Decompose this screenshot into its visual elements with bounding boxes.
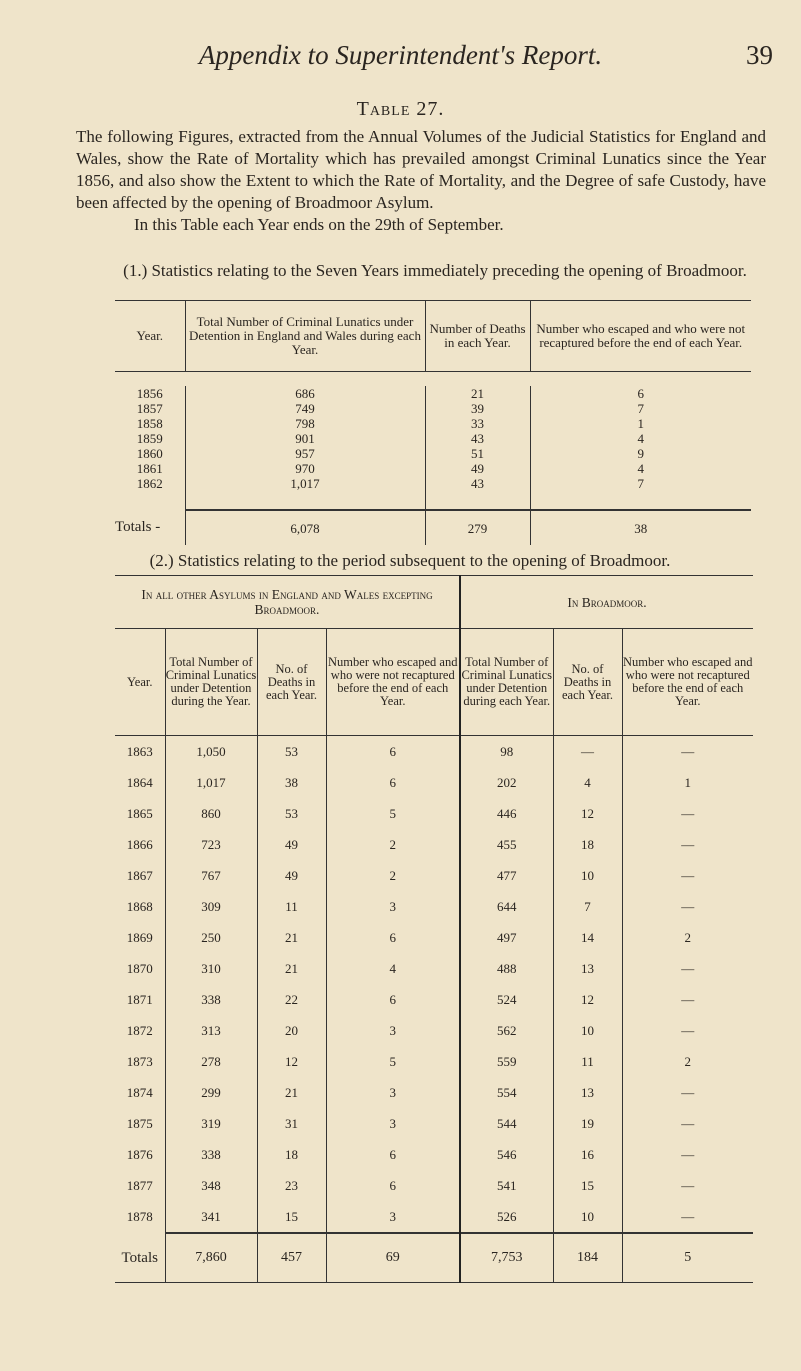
table-row: [115, 767, 753, 798]
header-broadmoor-escaped: Number who escaped and who were not recaptured before the end of each Year.: [622, 629, 753, 736]
cell: 1873: [126, 1053, 153, 1069]
cell: 749: [185, 401, 425, 416]
cell: 7: [530, 476, 751, 491]
cell: 12: [257, 1046, 326, 1077]
cell: 13: [553, 953, 622, 984]
totals-label: Totals: [121, 1249, 158, 1266]
cell: 15: [257, 1201, 326, 1233]
cell: 1: [622, 767, 753, 798]
cell: 4: [530, 431, 751, 446]
cell: 6: [326, 1139, 460, 1170]
cell: 309: [165, 891, 257, 922]
cell: 2: [622, 922, 753, 953]
cell: 1,017: [165, 767, 257, 798]
cell: 1869: [126, 929, 153, 945]
cell: 970: [185, 461, 425, 476]
cell: 22: [257, 984, 326, 1015]
table-row: [115, 829, 753, 860]
cell: 3: [326, 1077, 460, 1108]
cell: 10: [553, 860, 622, 891]
cell: —: [622, 891, 753, 922]
cell: 12: [553, 984, 622, 1015]
cell: 7: [553, 891, 622, 922]
cell: —: [622, 953, 753, 984]
table-row: [115, 476, 751, 491]
cell: 18: [257, 1139, 326, 1170]
cell: 4: [553, 767, 622, 798]
cell: 49: [257, 860, 326, 891]
cell: 20: [257, 1015, 326, 1046]
cell: —: [622, 829, 753, 860]
cell: 5: [326, 1046, 460, 1077]
cell: 1871: [126, 991, 153, 1007]
page-number: 39: [746, 40, 773, 70]
cell: 19: [553, 1108, 622, 1139]
cell: —: [553, 736, 622, 768]
cell: 21: [257, 953, 326, 984]
cell: —: [622, 1108, 753, 1139]
table-row: [115, 431, 751, 446]
cell: 446: [460, 798, 553, 829]
header-deaths: Number of Deaths in each Year.: [425, 301, 530, 372]
cell: 98: [460, 736, 553, 768]
table-seven-years-before: [115, 300, 751, 545]
cell: —: [622, 1077, 753, 1108]
cell: 14: [553, 922, 622, 953]
table-row: [115, 860, 753, 891]
header-total-lunatics: Total Number of Criminal Lunatics under Detention in England and Wales during each Year.: [185, 301, 425, 372]
total-cell: 279: [425, 510, 530, 545]
cell: 12: [553, 798, 622, 829]
cell: 6: [326, 984, 460, 1015]
section2-title: (2.) Statistics relating to the period subsequent to the opening of Broadmoor.: [149, 551, 671, 570]
header-broadmoor-total: Total Number of Criminal Lunatics under Detention during each Year.: [460, 629, 553, 736]
cell: 524: [460, 984, 553, 1015]
cell: 338: [165, 984, 257, 1015]
cell: 901: [185, 431, 425, 446]
cell: 33: [425, 416, 530, 431]
cell: 644: [460, 891, 553, 922]
total-cell: 7,860: [165, 1233, 257, 1283]
cell: 202: [460, 767, 553, 798]
cell: 16: [553, 1139, 622, 1170]
cell: 1,050: [165, 736, 257, 768]
cell: 21: [257, 922, 326, 953]
table-row: [115, 416, 751, 431]
cell: 13: [553, 1077, 622, 1108]
cell: 1876: [126, 1146, 153, 1162]
table-row: [115, 1170, 753, 1201]
cell: 544: [460, 1108, 553, 1139]
intro-paragraph: The following Figures, extracted from the Annual Volumes of the Judicial Statistics for England and Wales, show the Rate of Mortality which has prevailed amongst Criminal Lunatics since the Year 1856, and also show the Extent to which the Rate of Mortality, and the Degree of safe Custody, have been affected by the opening of Broadmoor Asylum.: [76, 127, 766, 212]
table-row: [115, 1108, 753, 1139]
intro-note: In this Table each Year ends on the 29th of September.: [134, 215, 504, 234]
cell: 798: [185, 416, 425, 431]
cell: 1861: [136, 461, 163, 476]
cell: 6: [530, 386, 751, 401]
group-other-asylums: In all other Asylums in England and Wales excepting Broadmoor.: [115, 576, 460, 629]
cell: 43: [425, 431, 530, 446]
table-row: [115, 1015, 753, 1046]
cell: —: [622, 860, 753, 891]
cell: 10: [553, 1201, 622, 1233]
total-cell: 7,753: [460, 1233, 553, 1283]
cell: 319: [165, 1108, 257, 1139]
cell: 1858: [136, 416, 163, 431]
cell: —: [622, 736, 753, 768]
intro-text: [76, 126, 766, 236]
cell: 11: [553, 1046, 622, 1077]
table-row: [115, 461, 751, 476]
cell: 541: [460, 1170, 553, 1201]
table-row: [115, 1077, 753, 1108]
cell: 1872: [126, 1022, 153, 1038]
cell: 21: [425, 386, 530, 401]
header-year: Year.: [115, 629, 165, 736]
cell: 546: [460, 1139, 553, 1170]
running-header: [0, 40, 801, 76]
cell: —: [622, 1139, 753, 1170]
cell: 1865: [126, 805, 153, 821]
header-total-lunatics: Total Number of Criminal Lunatics under Detention during the Year.: [165, 629, 257, 736]
table-row: [115, 386, 751, 401]
cell: 860: [165, 798, 257, 829]
table-row: [115, 891, 753, 922]
cell: 18: [553, 829, 622, 860]
totals-label: Totals -: [115, 519, 161, 535]
cell: 9: [530, 446, 751, 461]
cell: 53: [257, 736, 326, 768]
cell: 5: [326, 798, 460, 829]
cell: 1863: [126, 743, 153, 759]
cell: —: [622, 1170, 753, 1201]
cell: 723: [165, 829, 257, 860]
cell: 6: [326, 767, 460, 798]
cell: 686: [185, 386, 425, 401]
cell: 3: [326, 1015, 460, 1046]
cell: 39: [425, 401, 530, 416]
cell: 2: [326, 829, 460, 860]
cell: 3: [326, 1108, 460, 1139]
cell: 6: [326, 736, 460, 768]
cell: 10: [553, 1015, 622, 1046]
cell: 3: [326, 1201, 460, 1233]
cell: —: [622, 984, 753, 1015]
cell: 562: [460, 1015, 553, 1046]
total-cell: 6,078: [185, 510, 425, 545]
cell: 6: [326, 1170, 460, 1201]
header-escaped: Number who escaped and who were not recaptured before the end of each Year.: [530, 301, 751, 372]
group-broadmoor: In Broadmoor.: [460, 576, 753, 629]
header-escaped: Number who escaped and who were not recaptured before the end of each Year.: [326, 629, 460, 736]
cell: 554: [460, 1077, 553, 1108]
cell: 1,017: [185, 476, 425, 491]
table-row: [115, 1139, 753, 1170]
cell: 15: [553, 1170, 622, 1201]
cell: —: [622, 1201, 753, 1233]
cell: 21: [257, 1077, 326, 1108]
table-row: [115, 401, 751, 416]
cell: 488: [460, 953, 553, 984]
cell: 1: [530, 416, 751, 431]
cell: 4: [530, 461, 751, 476]
cell: 1870: [126, 960, 153, 976]
cell: 49: [257, 829, 326, 860]
cell: 1862: [136, 476, 163, 491]
cell: 1878: [126, 1209, 153, 1224]
total-cell: 69: [326, 1233, 460, 1283]
total-cell: 457: [257, 1233, 326, 1283]
table-row: [115, 1201, 753, 1233]
cell: 6: [326, 922, 460, 953]
cell: 1860: [136, 446, 163, 461]
cell: 38: [257, 767, 326, 798]
cell: 957: [185, 446, 425, 461]
cell: 2: [326, 860, 460, 891]
cell: 1859: [136, 431, 163, 446]
header-deaths: No. of Deaths in each Year.: [257, 629, 326, 736]
header-broadmoor-deaths: No. of Deaths in each Year.: [553, 629, 622, 736]
cell: 767: [165, 860, 257, 891]
cell: 1867: [126, 867, 153, 883]
cell: 1874: [126, 1084, 153, 1100]
cell: 11: [257, 891, 326, 922]
cell: 278: [165, 1046, 257, 1077]
cell: 497: [460, 922, 553, 953]
cell: 310: [165, 953, 257, 984]
cell: 3: [326, 891, 460, 922]
cell: 313: [165, 1015, 257, 1046]
cell: —: [622, 798, 753, 829]
totals-row: [115, 1233, 753, 1283]
total-cell: 184: [553, 1233, 622, 1283]
cell: 49: [425, 461, 530, 476]
table-row: [115, 1046, 753, 1077]
table-row: [115, 798, 753, 829]
cell: 43: [425, 476, 530, 491]
cell: 338: [165, 1139, 257, 1170]
cell: 477: [460, 860, 553, 891]
cell: 1877: [126, 1177, 153, 1193]
cell: 31: [257, 1108, 326, 1139]
cell: 51: [425, 446, 530, 461]
cell: 250: [165, 922, 257, 953]
section1-title: (1.) Statistics relating to the Seven Years immediately preceding the opening of Broadmoor.: [123, 261, 747, 280]
cell: 4: [326, 953, 460, 984]
table-row: [115, 446, 751, 461]
table-title: Table 27.: [356, 98, 445, 120]
table-after-broadmoor: [115, 575, 753, 1283]
total-cell: 5: [622, 1233, 753, 1283]
cell: 1875: [126, 1115, 153, 1131]
total-cell: 38: [530, 510, 751, 545]
header-year: Year.: [115, 301, 185, 372]
cell: 299: [165, 1077, 257, 1108]
header-title: Appendix to Superintendent's Report.: [198, 40, 603, 70]
cell: 1856: [136, 386, 163, 401]
cell: 1857: [136, 401, 163, 416]
cell: 559: [460, 1046, 553, 1077]
cell: 7: [530, 401, 751, 416]
cell: 526: [460, 1201, 553, 1233]
cell: 455: [460, 829, 553, 860]
cell: 348: [165, 1170, 257, 1201]
cell: 23: [257, 1170, 326, 1201]
table-row: [115, 736, 753, 768]
cell: 341: [165, 1201, 257, 1233]
cell: 1864: [126, 774, 153, 790]
table-row: [115, 984, 753, 1015]
totals-row: [115, 510, 751, 545]
table-row: [115, 922, 753, 953]
table-row: [115, 953, 753, 984]
cell: —: [622, 1015, 753, 1046]
cell: 1866: [126, 836, 153, 852]
cell: 53: [257, 798, 326, 829]
cell: 2: [622, 1046, 753, 1077]
cell: 1868: [126, 898, 153, 914]
